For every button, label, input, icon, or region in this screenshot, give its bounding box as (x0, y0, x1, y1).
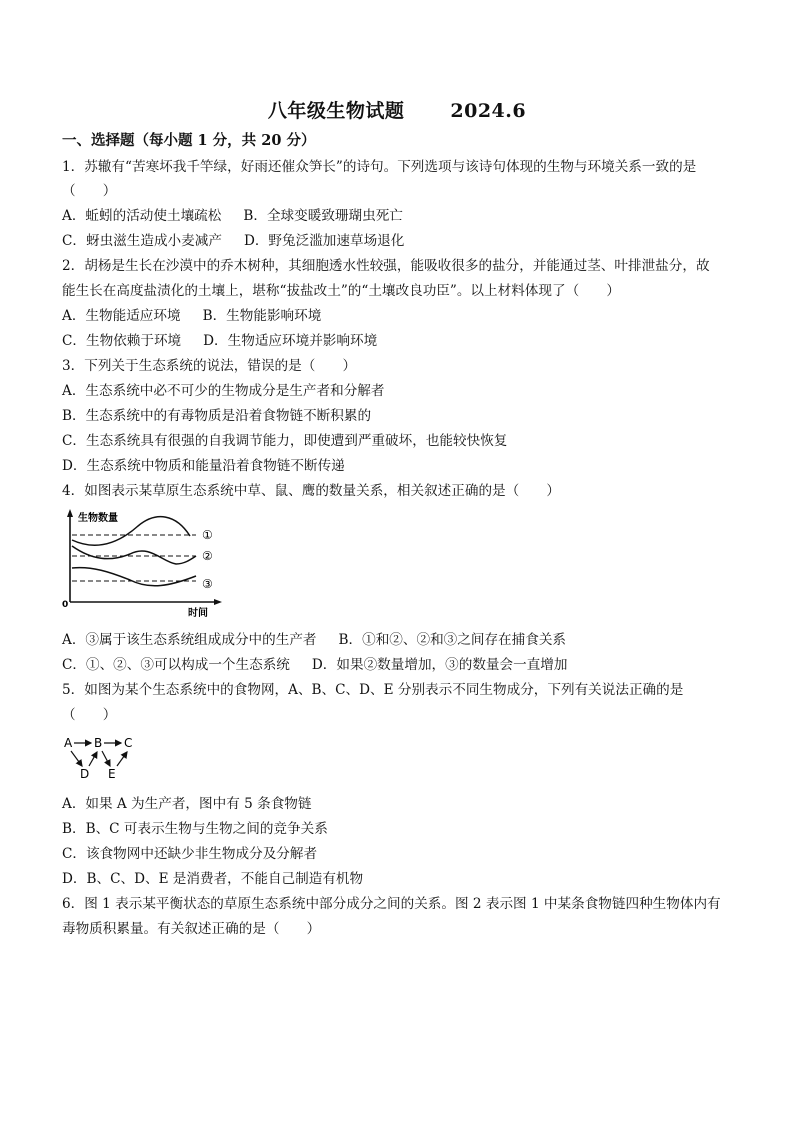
exam-date: 2024.6 (450, 100, 527, 122)
q4-option-b: B．①和②、②和③之间存在捕食关系 (338, 632, 567, 648)
node-e: E (108, 767, 116, 781)
q3-option-b: B．生态系统中的有毒物质是沿着食物链不断积累的 (62, 408, 372, 424)
arrow-d-b (89, 752, 97, 766)
q4-option-a: A．③属于该生态系统组成成分中的生产者 (62, 632, 317, 648)
q5-option-c: C．该食物网中还缺少非生物成分及分解者 (62, 846, 318, 862)
q3-option-a: A．生态系统中必不可少的生物成分是生产者和分解者 (62, 383, 385, 399)
arrow-a-d (71, 751, 82, 766)
q5-stem-line1: 5．如图为某个生态系统中的食物网，A、B、C、D、E 分别表示不同生物成分，下列有关说法正确的是 (62, 682, 684, 698)
node-b: B (94, 736, 103, 750)
exam-title: 八年级生物试题 (267, 100, 405, 122)
q3-option-d: D．生态系统中物质和能量沿着食物链不断传递 (62, 458, 345, 474)
y-axis-arrow (67, 509, 73, 517)
q2-options-ab (62, 307, 321, 325)
q3-option-c: C．生态系统具有很强的自我调节能力，即使遭到严重破坏，也能较快恢复 (62, 433, 508, 449)
node-a: A (64, 736, 73, 750)
q2-options-cd (62, 332, 377, 350)
q1-option-c: C．蚜虫滋生造成小麦减产 (62, 233, 222, 249)
q4-option-d: D．如果②数量增加，③的数量会一直增加 (311, 657, 568, 673)
x-axis-label: 时间 (188, 608, 208, 619)
q2-option-a: A．生物能适应环境 (62, 308, 181, 324)
q1-stem-line1: 1．苏辙有“苦寒坏我千竿绿，好雨还催众笋长”的诗句。下列选项与该诗句体现的生物与环境关系一致的是 (62, 159, 697, 175)
q1-stem-line2: （ ） (62, 183, 117, 199)
q6-stem-line1: 6．图 1 表示某平衡状态的草原生态系统中部分成分之间的关系。图 2 表示图 1 中某条食物链四种生物体内有 (62, 896, 721, 912)
q3-stem: 3．下列关于生态系统的说法，错误的是（ ） (62, 358, 357, 374)
q1-option-b: B．全球变暖致珊瑚虫死亡 (243, 208, 403, 224)
q4-stem: 4．如图表示某草原生态系统中草、鼠、鹰的数量关系，相关叙述正确的是（ ） (62, 483, 561, 499)
q2-stem-line1: 2．胡杨是生长在沙漠中的乔木树种，其细胞透水性较强，能吸收很多的盐分，并能通过茎、叶排泄盐分，故 (62, 258, 710, 274)
q1-options-cd (62, 232, 404, 250)
node-c: C (124, 736, 133, 750)
q2-option-d: D．生物适应环境并影响环境 (203, 333, 378, 349)
page-title (0, 96, 794, 123)
q1-option-d: D．野兔泛滥加速草场退化 (243, 233, 405, 249)
q2-stem-line2: 能生长在高度盐渍化的土壤上，堪称“拔盐改土”的“土壤改良功臣”。以上材料体现了（ ） (62, 283, 620, 299)
y-axis-label: 生物数量 (78, 513, 118, 524)
origin-label: 0 (62, 600, 69, 610)
q4-population-graph (58, 506, 228, 620)
q4-options-cd (62, 656, 568, 674)
q6-stem-line2: 毒物质积累量。有关叙述正确的是（ ） (62, 921, 321, 937)
label-1: ① (202, 528, 213, 542)
curve-2 (72, 546, 196, 564)
x-axis-arrow (214, 599, 222, 605)
arrow-e-c (117, 752, 127, 766)
section-heading: 一、选择题（每小题 1 分，共 20 分） (62, 132, 316, 149)
label-2: ② (202, 549, 213, 563)
label-3: ③ (202, 577, 213, 591)
q1-options-ab (62, 207, 403, 225)
q5-option-d: D．B、C、D、E 是消费者，不能自己制造有机物 (62, 871, 364, 887)
q5-option-b: B．B、C 可表示生物与生物之间的竞争关系 (62, 821, 328, 837)
curve-3 (72, 568, 196, 586)
arrow-b-e (102, 751, 110, 766)
q2-option-b: B．生物能影响环境 (202, 308, 322, 324)
q4-option-c: C．①、②、③可以构成一个生态系统 (62, 657, 290, 673)
node-d: D (80, 767, 90, 781)
q5-stem-line2: （ ） (62, 707, 117, 723)
q4-options-ab (62, 631, 566, 649)
q5-food-web-diagram (60, 732, 150, 784)
q1-option-a: A．蚯蚓的活动使土壤疏松 (62, 208, 222, 224)
q2-option-c: C．生物依赖于环境 (62, 333, 182, 349)
q5-option-a: A．如果 A 为生产者，图中有 5 条食物链 (62, 796, 312, 812)
